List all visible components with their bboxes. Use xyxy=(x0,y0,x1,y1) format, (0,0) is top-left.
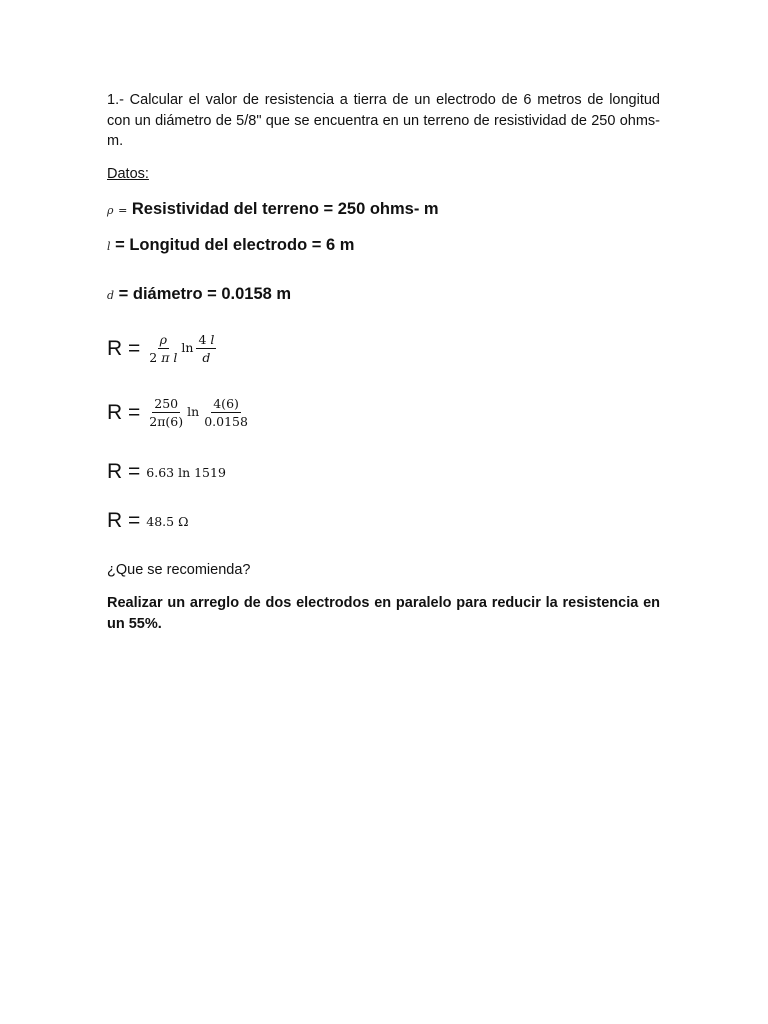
l-symbol: l xyxy=(107,240,111,253)
r-equals-label: R = xyxy=(107,509,141,532)
datos-heading: Datos: xyxy=(107,166,149,182)
d-symbol: d xyxy=(107,289,115,302)
fraction-4x6-over-00158 xyxy=(202,396,250,429)
resistivity-text: Resistividad del terreno = 250 ohms- m xyxy=(131,200,439,218)
r-equals-label: R = xyxy=(107,336,141,360)
fraction-denominator: 2π(6) xyxy=(149,414,184,429)
equation-result xyxy=(107,509,188,533)
fraction-numerator: ρ xyxy=(159,332,168,347)
substituted-expression xyxy=(146,396,251,429)
fraction-numerator: 4(6) xyxy=(213,396,239,411)
equation-formula xyxy=(107,332,217,365)
data-length-line xyxy=(107,236,354,255)
length-text: = Longitud del electrodo = 6 m xyxy=(115,236,355,254)
r-equals-label: R = xyxy=(107,460,141,483)
fraction-numerator: 250 xyxy=(154,396,179,411)
data-resistivity-line xyxy=(107,200,439,219)
den-two: 2 xyxy=(149,350,158,365)
den-pi: π xyxy=(161,350,170,365)
recommendation-question: ¿Que se recomienda? xyxy=(107,562,251,578)
fraction-denominator xyxy=(147,349,179,365)
diameter-text: = diámetro = 0.0158 m xyxy=(118,285,292,303)
ln-operator: ln xyxy=(187,404,200,419)
recommendation-answer: Realizar un arreglo de dos electrodos en paralelo para reducir la resistencia en un 55%. xyxy=(107,595,660,632)
den-l: l xyxy=(173,350,178,365)
step3-expression: 6.63 ln 1519 xyxy=(146,464,226,480)
num-four: 4 xyxy=(198,332,207,347)
ln-operator: ln xyxy=(181,340,194,355)
equation-substituted xyxy=(107,396,251,429)
fraction-rho-over-2pil xyxy=(147,332,179,365)
fraction-numerator xyxy=(196,332,216,349)
problem-statement: 1.- Calcular el valor de resistencia a tierra de un electrodo de 6 metros de longitud con un diámetro de 5/8" que se encuentra en un terreno de resistividad de 250 ohms-m. xyxy=(107,92,660,149)
rho-symbol: ρ xyxy=(107,204,114,217)
result-expression: 48.5 Ω xyxy=(146,513,189,529)
fraction-4l-over-d xyxy=(196,332,216,365)
data-diameter-line xyxy=(107,285,291,304)
fraction-denominator: 0.0158 xyxy=(204,414,248,429)
equation-step3 xyxy=(107,460,226,484)
fraction-denominator: d xyxy=(202,350,211,365)
r-equals-label: R = xyxy=(107,400,141,424)
formula-expression xyxy=(146,332,217,365)
num-l: l xyxy=(210,332,215,347)
fraction-250-over-2pi6 xyxy=(147,396,185,429)
rho-equals: = xyxy=(118,204,128,217)
